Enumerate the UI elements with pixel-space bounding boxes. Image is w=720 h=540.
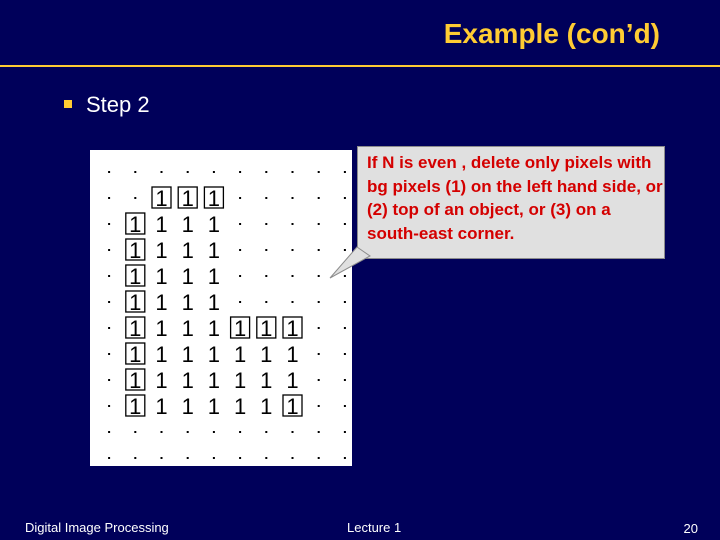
pixel-one: 1 bbox=[155, 368, 168, 393]
pixel-dot bbox=[239, 171, 241, 173]
pixel-grid-canvas bbox=[90, 150, 352, 466]
pixel-dot bbox=[239, 197, 241, 199]
pixel-dot bbox=[344, 275, 346, 277]
pixel-dot bbox=[187, 431, 189, 433]
pixel-dot bbox=[344, 197, 346, 199]
slide-title: Example (con’d) bbox=[443, 18, 660, 49]
pixel-one: 1 bbox=[129, 238, 142, 263]
pixel-dot bbox=[292, 249, 294, 251]
pixel-grid bbox=[90, 150, 352, 466]
pixel-one: 1 bbox=[129, 368, 142, 393]
pixel-dot bbox=[344, 301, 346, 303]
pixel-one: 1 bbox=[207, 264, 221, 289]
pixel-dot bbox=[239, 301, 241, 303]
pixel-one: 1 bbox=[207, 290, 221, 315]
pixel-dot bbox=[108, 379, 110, 381]
pixel-dot bbox=[213, 171, 215, 173]
pixel-dot bbox=[318, 379, 320, 381]
pixel-dot bbox=[344, 223, 346, 225]
pixel-one: 1 bbox=[155, 394, 168, 419]
footer-course: Digital Image Processing bbox=[25, 520, 169, 535]
pixel-dot bbox=[318, 171, 320, 173]
pixel-dot bbox=[292, 171, 294, 173]
pixel-dot bbox=[134, 457, 136, 459]
pixel-dot bbox=[213, 457, 215, 459]
pixel-dot bbox=[134, 431, 136, 433]
pixel-dot bbox=[344, 327, 346, 329]
pixel-dot bbox=[161, 431, 163, 433]
pixel-dot bbox=[108, 223, 110, 225]
pixel-dot bbox=[318, 301, 320, 303]
pixel-dot bbox=[187, 171, 189, 173]
pixel-dot bbox=[318, 197, 320, 199]
pixel-dot bbox=[344, 353, 346, 355]
pixel-dot bbox=[108, 405, 110, 407]
pixel-one: 1 bbox=[129, 316, 142, 341]
pixel-one: 1 bbox=[260, 316, 273, 341]
pixel-one: 1 bbox=[155, 290, 168, 315]
pixel-dot bbox=[318, 275, 320, 277]
pixel-dot bbox=[292, 275, 294, 277]
pixel-dot bbox=[265, 249, 267, 251]
pixel-one: 1 bbox=[286, 394, 299, 419]
pixel-dot bbox=[161, 171, 163, 173]
page-number: 20 bbox=[683, 521, 698, 536]
pixel-dot bbox=[318, 353, 320, 355]
pixel-dot bbox=[239, 275, 241, 277]
pixel-dot bbox=[318, 327, 320, 329]
pixel-dot bbox=[265, 197, 267, 199]
pixel-one: 1 bbox=[207, 368, 221, 393]
pixel-dot bbox=[265, 457, 267, 459]
bullet-item bbox=[64, 92, 150, 118]
pixel-dot bbox=[265, 223, 267, 225]
pixel-one: 1 bbox=[181, 368, 194, 393]
pixel-one: 1 bbox=[155, 316, 168, 341]
pixel-dot bbox=[318, 223, 320, 225]
pixel-dot bbox=[187, 457, 189, 459]
pixel-dot bbox=[265, 301, 267, 303]
pixel-one: 1 bbox=[129, 290, 142, 315]
pixel-dot bbox=[134, 171, 136, 173]
pixel-dot bbox=[108, 327, 110, 329]
pixel-dot bbox=[239, 223, 241, 225]
pixel-one: 1 bbox=[207, 238, 221, 263]
pixel-one: 1 bbox=[233, 316, 247, 341]
pixel-dot bbox=[239, 431, 241, 433]
pixel-one: 1 bbox=[129, 264, 142, 289]
pixel-dot bbox=[318, 405, 320, 407]
pixel-one: 1 bbox=[286, 342, 299, 367]
pixel-one: 1 bbox=[181, 186, 194, 211]
pixel-dot bbox=[265, 431, 267, 433]
pixel-dot bbox=[292, 301, 294, 303]
pixel-dot bbox=[292, 431, 294, 433]
title-rule bbox=[0, 65, 720, 67]
pixel-dot bbox=[318, 431, 320, 433]
pixel-dot bbox=[318, 457, 320, 459]
pixel-one: 1 bbox=[233, 342, 247, 367]
pixel-dot bbox=[344, 457, 346, 459]
pixel-one: 1 bbox=[155, 212, 168, 237]
pixel-dot bbox=[265, 171, 267, 173]
pixel-dot bbox=[239, 457, 241, 459]
pixel-one: 1 bbox=[181, 316, 194, 341]
pixel-dot bbox=[108, 171, 110, 173]
pixel-dot bbox=[344, 379, 346, 381]
pixel-one: 1 bbox=[260, 342, 273, 367]
pixel-dot bbox=[108, 249, 110, 251]
pixel-one: 1 bbox=[129, 212, 142, 237]
pixel-dot bbox=[239, 249, 241, 251]
pixel-one: 1 bbox=[181, 264, 194, 289]
pixel-one: 1 bbox=[181, 238, 194, 263]
pixel-one: 1 bbox=[286, 316, 299, 341]
pixel-one: 1 bbox=[181, 290, 194, 315]
pixel-one: 1 bbox=[155, 238, 168, 263]
pixel-dot bbox=[108, 431, 110, 433]
pixel-dot bbox=[108, 301, 110, 303]
pixel-one: 1 bbox=[155, 186, 168, 211]
pixel-dot bbox=[344, 249, 346, 251]
pixel-one: 1 bbox=[233, 368, 247, 393]
pixel-one: 1 bbox=[181, 394, 194, 419]
pixel-one: 1 bbox=[129, 394, 142, 419]
pixel-dot bbox=[292, 223, 294, 225]
pixel-one: 1 bbox=[233, 394, 247, 419]
pixel-one: 1 bbox=[181, 342, 194, 367]
pixel-dot bbox=[344, 405, 346, 407]
pixel-one: 1 bbox=[207, 316, 221, 341]
pixel-one: 1 bbox=[129, 342, 142, 367]
pixel-dot bbox=[108, 353, 110, 355]
pixel-one: 1 bbox=[260, 368, 273, 393]
pixel-one: 1 bbox=[207, 212, 221, 237]
pixel-dot bbox=[292, 197, 294, 199]
pixel-one: 1 bbox=[207, 394, 221, 419]
pixel-one: 1 bbox=[155, 264, 168, 289]
pixel-dot bbox=[108, 197, 110, 199]
pixel-dot bbox=[108, 457, 110, 459]
bullet-marker bbox=[64, 100, 72, 108]
bullet-text: Step 2 bbox=[86, 92, 150, 117]
pixel-one: 1 bbox=[155, 342, 168, 367]
pixel-dot bbox=[213, 431, 215, 433]
footer-lecture: Lecture 1 bbox=[347, 520, 402, 535]
pixel-one: 1 bbox=[181, 212, 194, 237]
pixel-one: 1 bbox=[207, 186, 221, 211]
pixel-one: 1 bbox=[207, 342, 221, 367]
pixel-dot bbox=[318, 249, 320, 251]
pixel-dot bbox=[265, 275, 267, 277]
callout-text: If N is even , delete only pixels with bg pixels (1) on the left hand side, or (2) top of an object, or (3) on a south-east corner. bbox=[367, 153, 663, 243]
pixel-dot bbox=[134, 197, 136, 199]
pixel-one: 1 bbox=[286, 368, 299, 393]
pixel-dot bbox=[292, 457, 294, 459]
pixel-dot bbox=[161, 457, 163, 459]
pixel-dot bbox=[108, 275, 110, 277]
pixel-dot bbox=[344, 431, 346, 433]
pixel-dot bbox=[344, 171, 346, 173]
pixel-one: 1 bbox=[260, 394, 273, 419]
